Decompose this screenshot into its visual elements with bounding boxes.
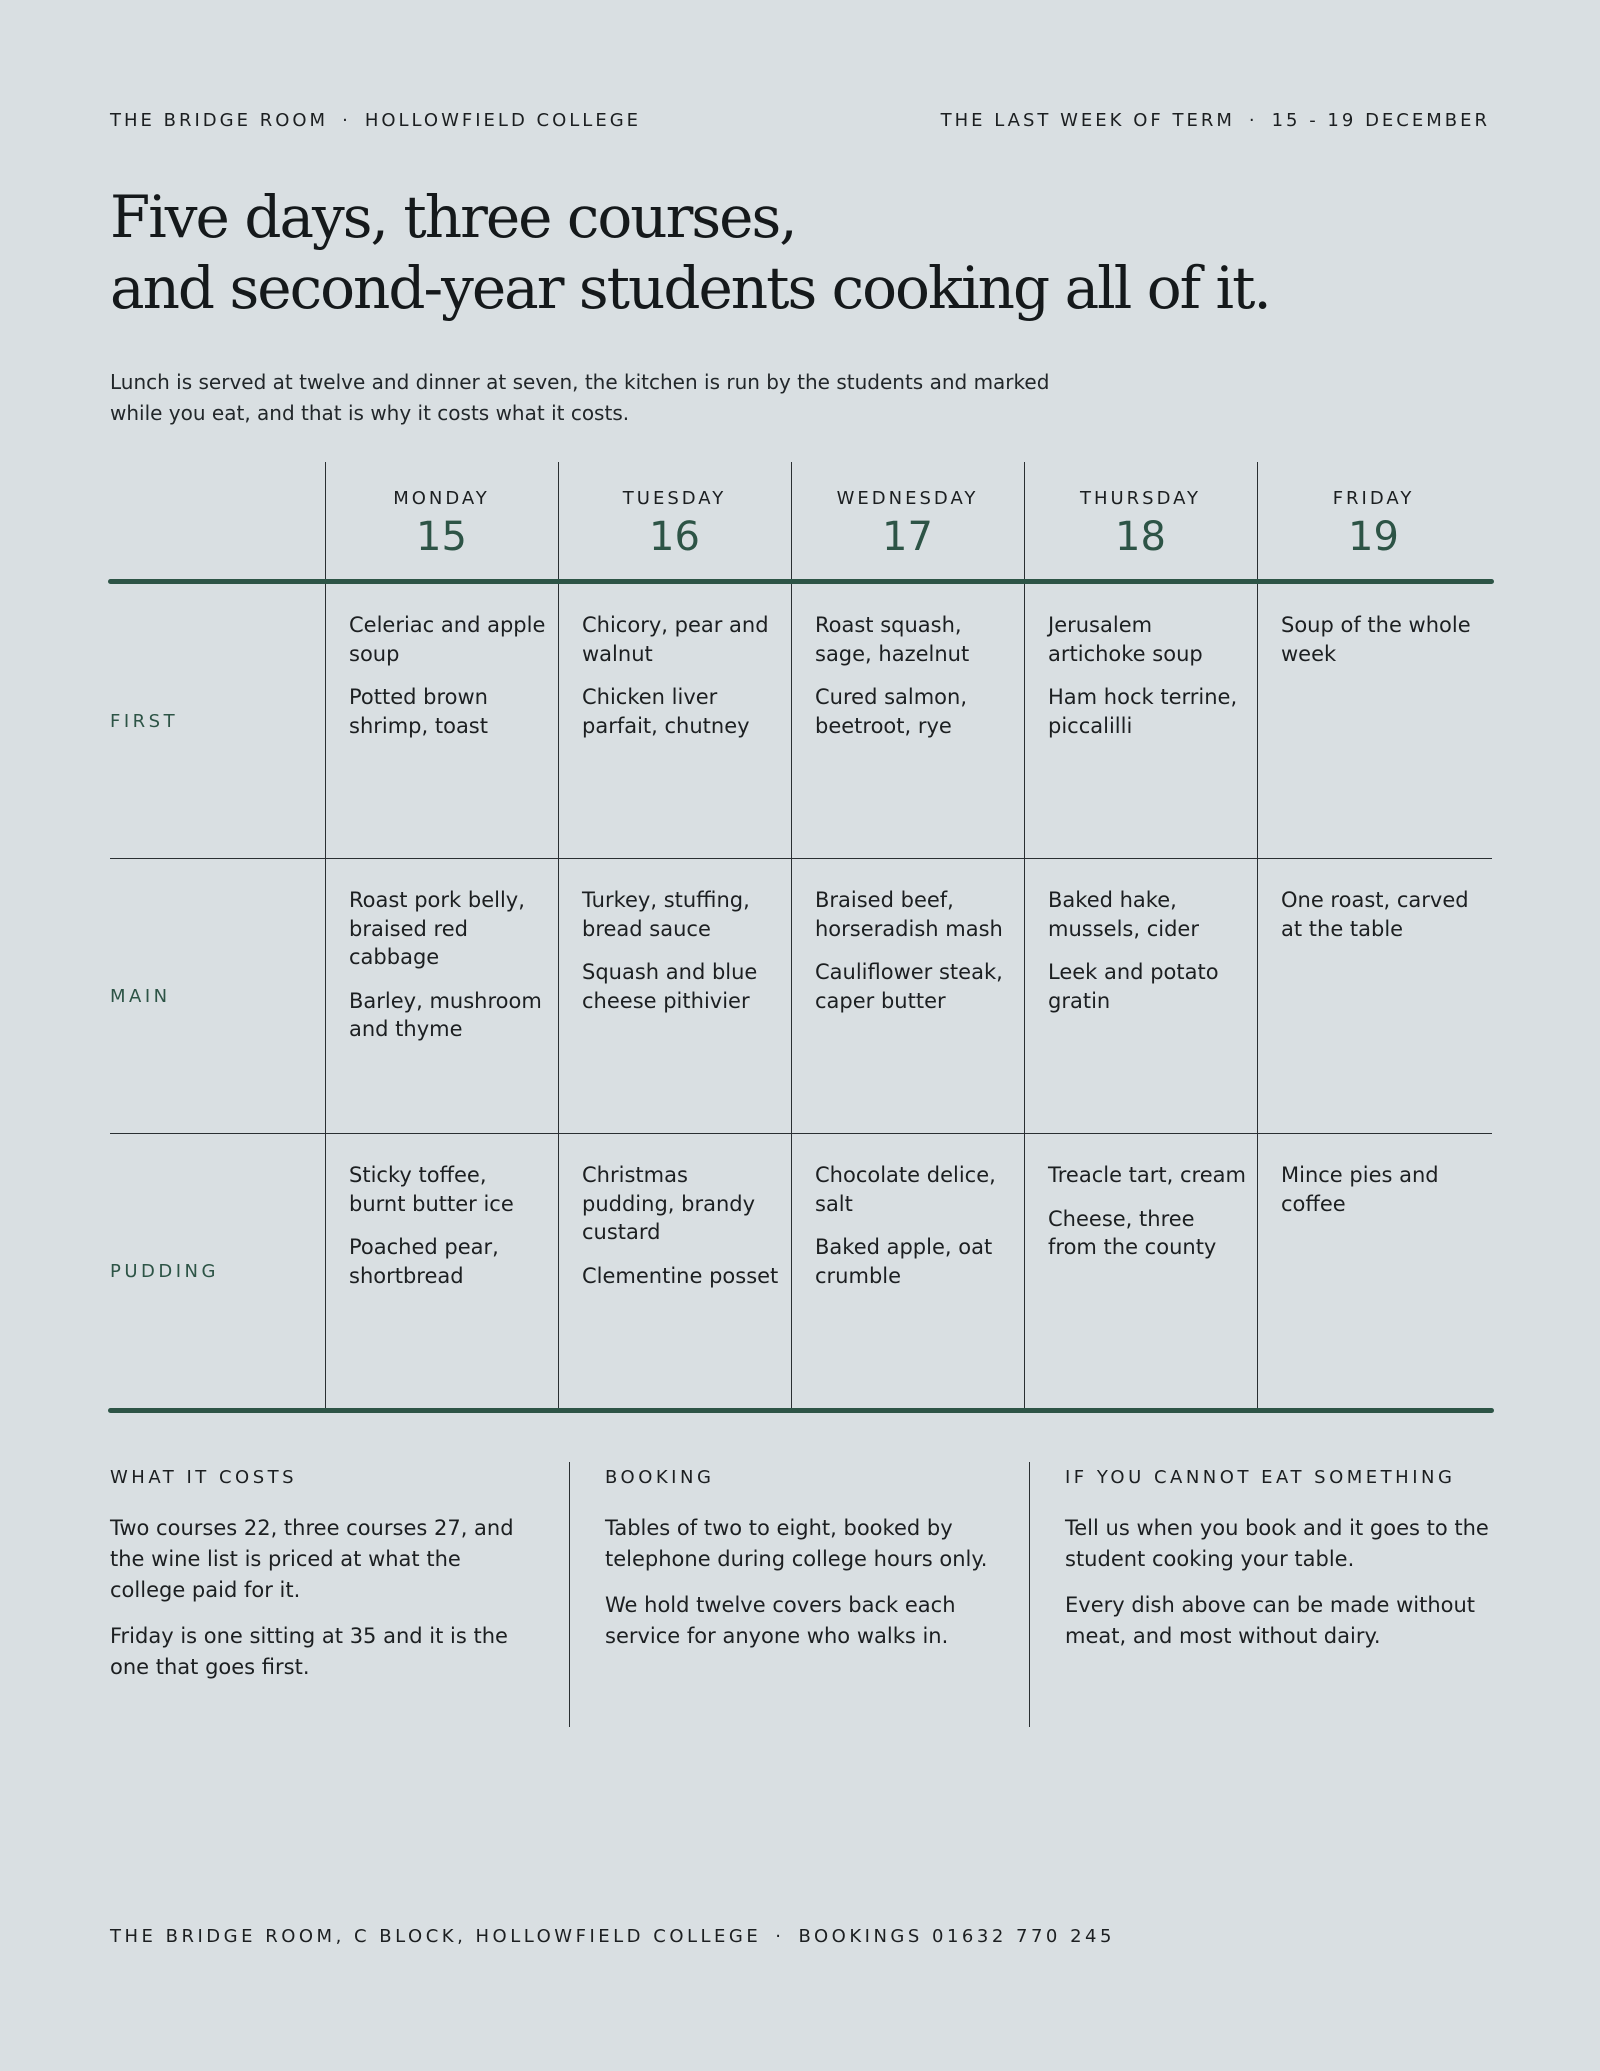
dish: Poached pear, shortbread bbox=[349, 1235, 499, 1288]
day-number: 19 bbox=[1348, 514, 1399, 560]
page-title bbox=[110, 182, 1270, 324]
grid-divider bbox=[1024, 462, 1025, 1410]
dish: Chicken liver parfait, chutney bbox=[582, 685, 750, 738]
menu-page bbox=[110, 0, 1490, 2071]
dish: Treacle tart, cream bbox=[1048, 1163, 1246, 1187]
dish: Roast squash, sage, hazelnut bbox=[815, 613, 970, 666]
section-text: We hold twelve covers back each service for anyone who walks in. bbox=[605, 1593, 956, 1648]
dish: Squash and blue cheese pithivier bbox=[582, 960, 758, 1013]
day-name: TUESDAY bbox=[622, 488, 727, 509]
section-text: Every dish above can be made without meat, and most without dairy. bbox=[1065, 1593, 1476, 1648]
dish: One roast, carved at the table bbox=[1281, 888, 1469, 941]
menu-cell bbox=[1281, 611, 1481, 683]
menu-cell bbox=[349, 611, 549, 755]
dish: Potted brown shrimp, toast bbox=[349, 685, 488, 738]
grid-divider bbox=[791, 462, 792, 1410]
dish: Baked apple, oat crumble bbox=[815, 1235, 993, 1288]
dish: Baked hake, mussels, cider bbox=[1048, 888, 1199, 941]
menu-cell bbox=[815, 1161, 1015, 1305]
venue-name: THE BRIDGE ROOM bbox=[110, 110, 329, 131]
section-heading: WHAT IT COSTS bbox=[110, 1467, 298, 1488]
bottom-rule bbox=[108, 1408, 1494, 1413]
menu-cell bbox=[349, 886, 549, 1059]
menu-cell bbox=[582, 886, 782, 1030]
dish: Ham hock terrine, piccalilli bbox=[1048, 685, 1238, 738]
column-divider bbox=[1029, 1462, 1030, 1727]
section-heading: IF YOU CANNOT EAT SOMETHING bbox=[1065, 1467, 1456, 1488]
intro-text: Lunch is served at twelve and dinner at seven, the kitchen is run by the students and marked while you eat, and that is why it costs what it costs. bbox=[110, 370, 1050, 425]
section-text: Tell us when you book and it goes to the student cooking your table. bbox=[1065, 1516, 1489, 1571]
dish: Jerusalem artichoke soup bbox=[1048, 613, 1203, 666]
dish: Sticky toffee, burnt butter ice bbox=[349, 1163, 514, 1216]
menu-cell bbox=[582, 611, 782, 755]
menu-cell bbox=[1048, 611, 1248, 755]
day-number: 15 bbox=[416, 514, 467, 560]
costs-section bbox=[110, 1462, 530, 1698]
footer bbox=[110, 1926, 1115, 1947]
dish: Cheese, three from the county bbox=[1048, 1206, 1217, 1259]
dish: Roast pork belly, braised red cabbage bbox=[349, 888, 525, 969]
day-name: FRIDAY bbox=[1332, 488, 1415, 509]
dish: Chocolate delice, salt bbox=[815, 1163, 996, 1216]
grid-divider bbox=[325, 462, 326, 1410]
day-name: THURSDAY bbox=[1079, 488, 1202, 509]
dietary-section bbox=[1065, 1462, 1490, 1667]
grid-divider bbox=[1257, 462, 1258, 1410]
course-label-main: MAIN bbox=[110, 986, 171, 1007]
section-heading: BOOKING bbox=[605, 1467, 715, 1488]
dish: Clementine posset bbox=[582, 1263, 779, 1288]
day-number: 16 bbox=[649, 514, 700, 560]
course-label-pudding: PUDDING bbox=[110, 1261, 219, 1282]
title-line-2: and second-year students cooking all of it. bbox=[110, 254, 1270, 322]
day-name: MONDAY bbox=[393, 488, 490, 509]
dish: Leek and potato gratin bbox=[1048, 960, 1219, 1013]
top-bar bbox=[110, 110, 1490, 131]
dates-line bbox=[941, 110, 1490, 131]
dish: Christmas pudding, brandy custard bbox=[582, 1163, 756, 1244]
separator-dot: · bbox=[342, 110, 351, 131]
day-number: 18 bbox=[1115, 514, 1166, 560]
menu-cell bbox=[815, 886, 1015, 1030]
day-number: 17 bbox=[882, 514, 933, 560]
day-header-wednesday bbox=[791, 488, 1024, 559]
dish: Chicory, pear and walnut bbox=[582, 613, 769, 666]
booking-section bbox=[605, 1462, 1015, 1667]
footer-bookings: BOOKINGS 01632 770 245 bbox=[798, 1926, 1115, 1947]
separator-dot: · bbox=[1248, 110, 1258, 131]
day-name: WEDNESDAY bbox=[836, 488, 979, 509]
header-rule bbox=[108, 579, 1494, 584]
day-header-tuesday bbox=[558, 488, 791, 559]
row-divider bbox=[110, 1133, 1492, 1134]
college-name: HOLLOWFIELD COLLEGE bbox=[364, 110, 642, 131]
menu-cell bbox=[815, 611, 1015, 755]
day-header-monday bbox=[325, 488, 558, 559]
term-period: THE LAST WEEK OF TERM bbox=[940, 110, 1235, 131]
menu-cell bbox=[1281, 886, 1481, 958]
dish: Braised beef, horseradish mash bbox=[815, 888, 1003, 941]
menu-cell bbox=[1048, 886, 1248, 1030]
dish: Cauliflower steak, caper butter bbox=[815, 960, 1003, 1013]
dish: Barley, mushroom and thyme bbox=[349, 988, 542, 1041]
menu-cell bbox=[1048, 1161, 1248, 1277]
section-text: Two courses 22, three courses 27, and the wine list is priced at what the college paid for it. bbox=[110, 1516, 514, 1602]
menu-cell bbox=[582, 1161, 782, 1305]
date-range: 15 - 19 DECEMBER bbox=[1271, 110, 1490, 131]
footer-address: THE BRIDGE ROOM, C BLOCK, HOLLOWFIELD COLLEGE bbox=[110, 1926, 762, 1947]
dish: Mince pies and coffee bbox=[1281, 1163, 1439, 1216]
menu-cell bbox=[1281, 1161, 1481, 1233]
dish: Cured salmon, beetroot, rye bbox=[815, 685, 968, 738]
section-text: Friday is one sitting at 35 and it is the one that goes first. bbox=[110, 1624, 508, 1679]
day-header-friday bbox=[1257, 488, 1490, 559]
dish: Celeriac and apple soup bbox=[349, 613, 546, 666]
menu-cell bbox=[349, 1161, 549, 1305]
separator-dot: · bbox=[775, 1926, 785, 1947]
row-divider bbox=[110, 858, 1492, 859]
grid-divider bbox=[558, 462, 559, 1410]
day-header-thursday bbox=[1024, 488, 1257, 559]
column-divider bbox=[569, 1462, 570, 1727]
menu-grid bbox=[110, 462, 1492, 1415]
venue-line bbox=[110, 110, 641, 131]
dish: Turkey, stuffing, bread sauce bbox=[582, 888, 750, 941]
title-line-1: Five days, three courses, bbox=[110, 183, 796, 251]
dish: Soup of the whole week bbox=[1281, 613, 1471, 666]
course-label-first: FIRST bbox=[110, 711, 179, 732]
section-text: Tables of two to eight, booked by telephone during college hours only. bbox=[605, 1516, 988, 1571]
